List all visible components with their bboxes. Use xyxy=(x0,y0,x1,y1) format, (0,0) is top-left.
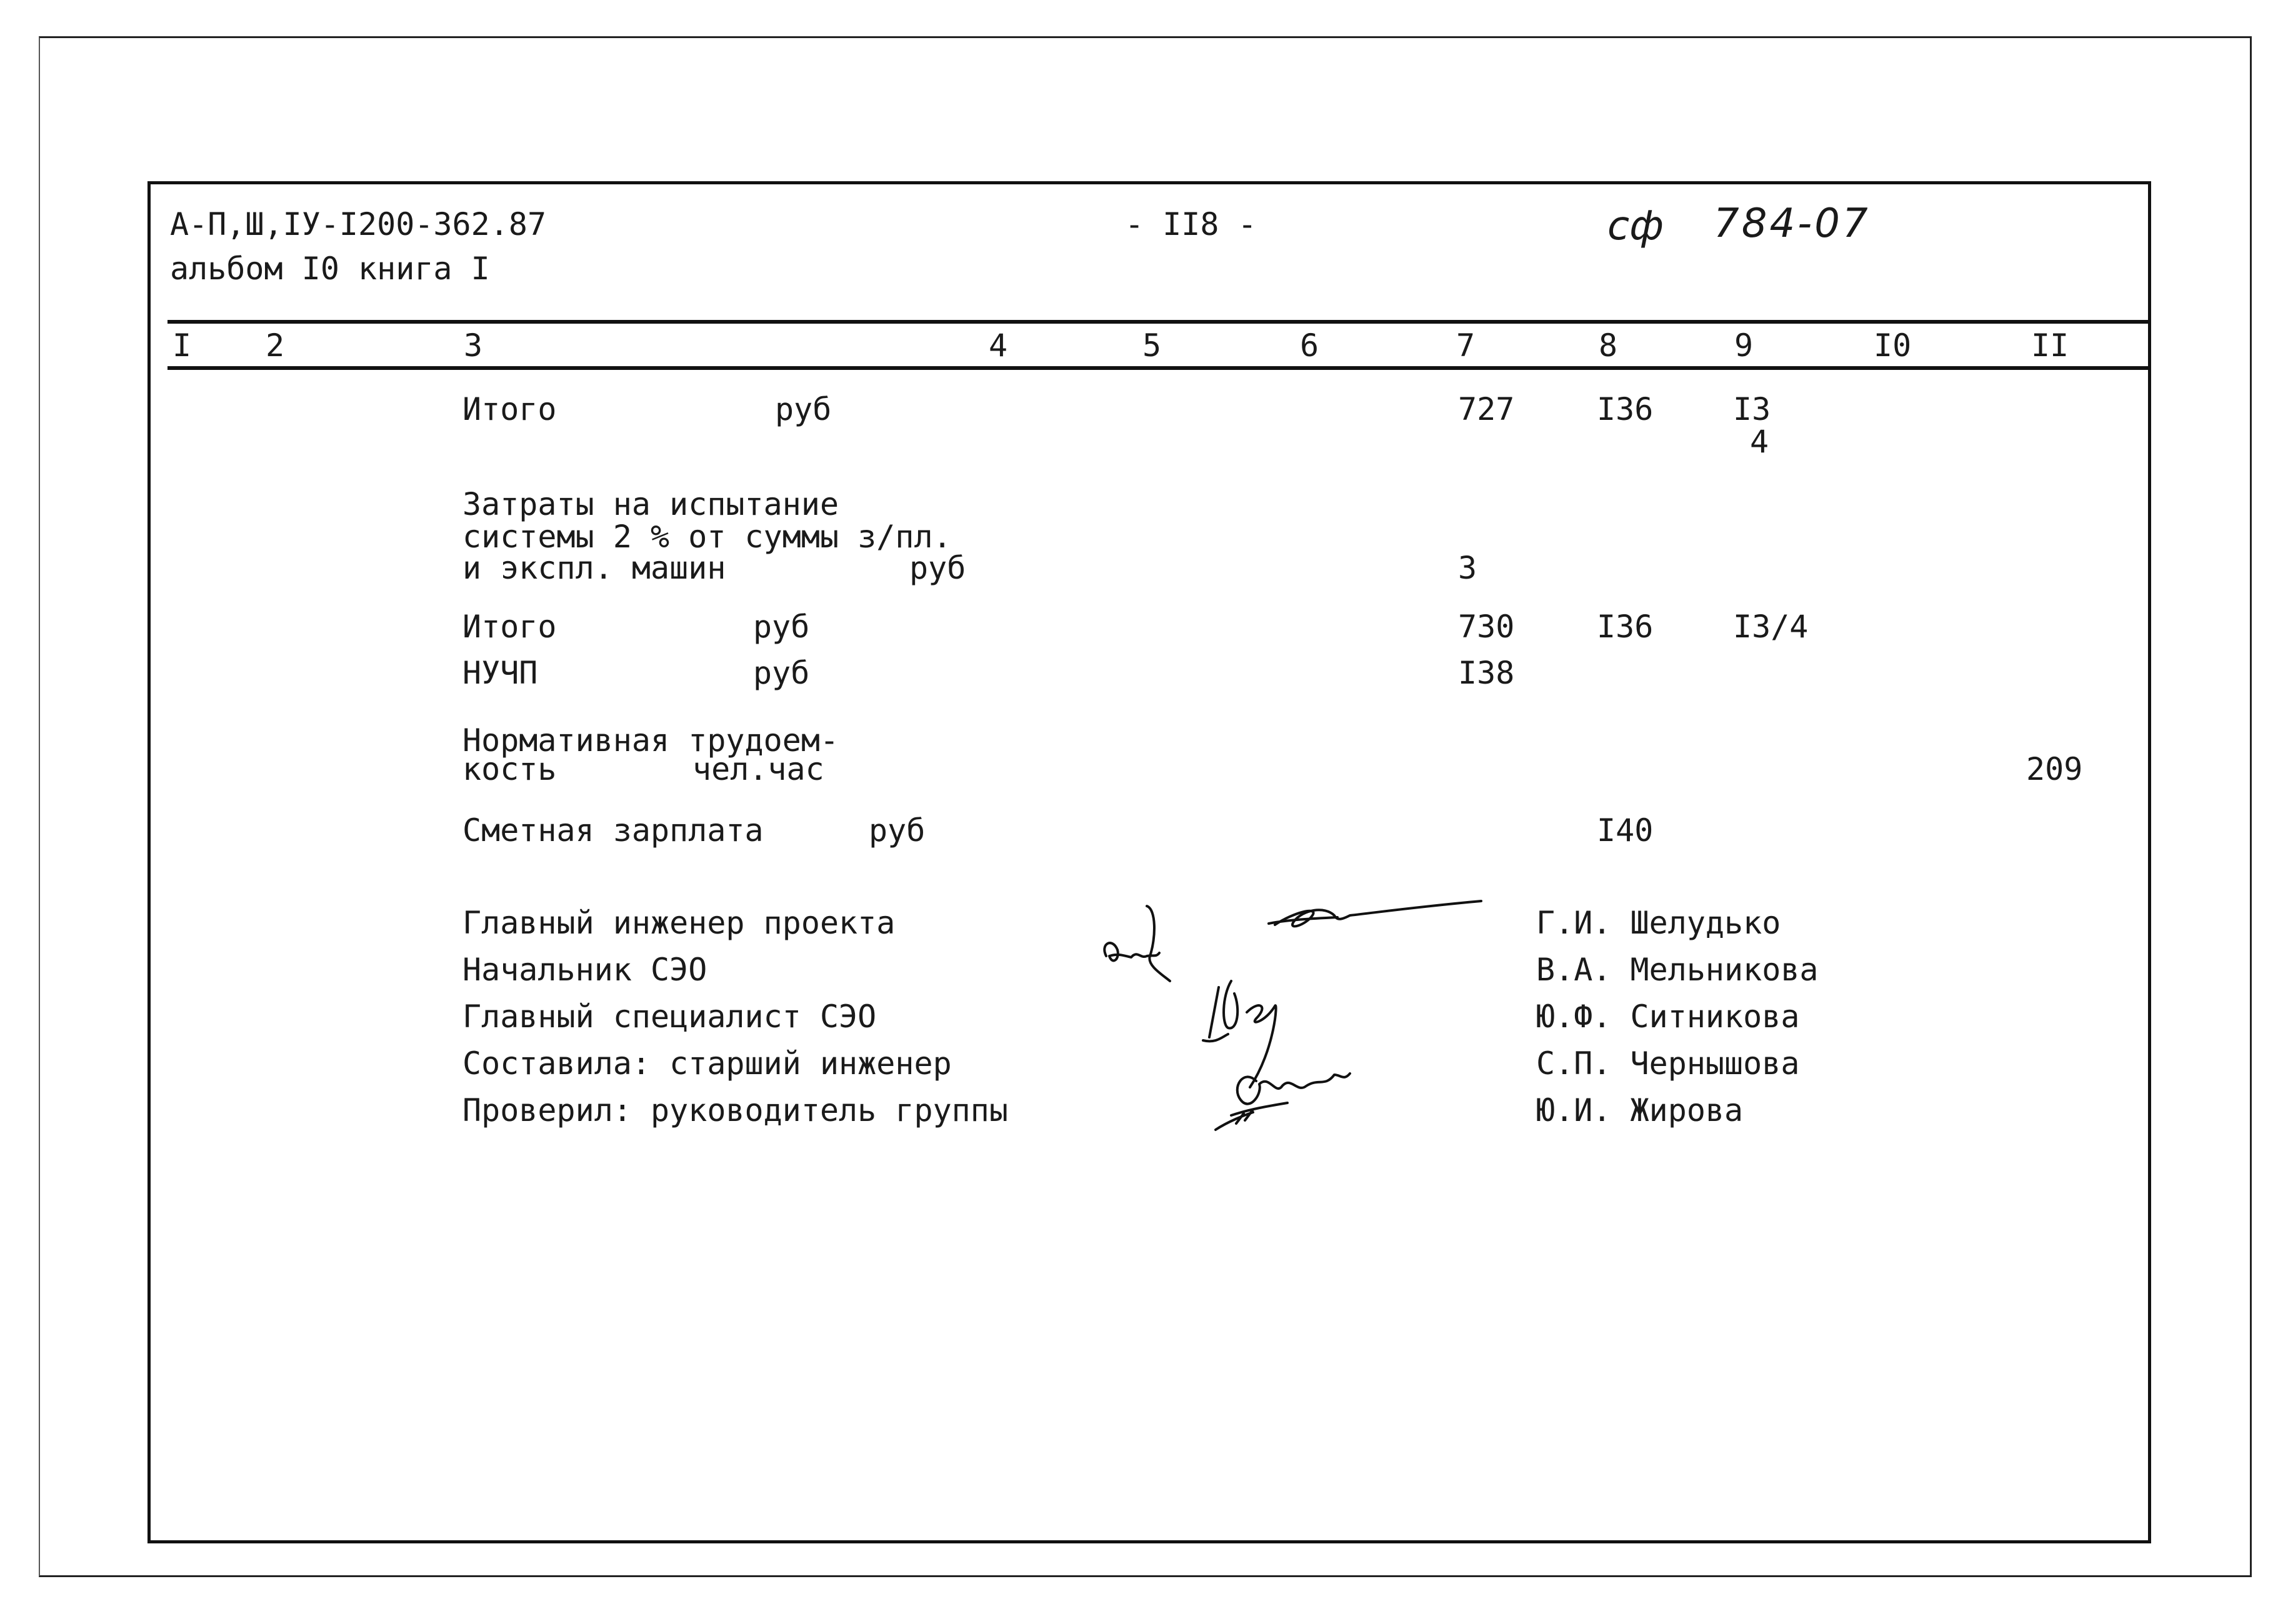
column-header-5: 5 xyxy=(1142,327,1162,364)
signature-role: Составила: старший инженер xyxy=(462,1045,952,1082)
row1-unit: руб xyxy=(775,391,832,427)
row3-col7: 730 xyxy=(1458,609,1515,645)
row5-line2: кость xyxy=(462,751,557,787)
row5-line1: Нормативная трудоем- xyxy=(462,722,839,759)
row1-label: Итого xyxy=(462,391,557,427)
document-code: А-П,Ш,IУ-I200-362.87 xyxy=(170,206,547,242)
column-header-3: 3 xyxy=(464,327,483,364)
row6-label: Сметная зарплата xyxy=(462,812,764,849)
signature-name: С.П. Чернышова xyxy=(1536,1045,1800,1082)
row4-unit: руб xyxy=(753,655,810,691)
row3-col9: I3/4 xyxy=(1733,609,1809,645)
handwritten-signatures xyxy=(1087,887,1487,1150)
signature-role: Главный специалист СЭО xyxy=(462,999,877,1035)
row4-col7: I38 xyxy=(1458,655,1515,691)
signature-name: Г.И. Шелудько xyxy=(1536,905,1781,941)
row4-label: НУЧП xyxy=(462,655,538,691)
column-header-7: 7 xyxy=(1456,327,1476,364)
column-header-6: 6 xyxy=(1300,327,1319,364)
row3-col8: I36 xyxy=(1597,609,1654,645)
row1-col9-bottom: 4 xyxy=(1750,424,1769,460)
row1-col9-top: I3 xyxy=(1733,391,1771,427)
table-header-rule xyxy=(167,366,2149,370)
row2-line2: системы 2 % от суммы з/пл. xyxy=(462,519,952,555)
row1-col8: I36 xyxy=(1597,391,1654,427)
stamp-prefix: сф xyxy=(1607,203,1664,249)
row2-unit: руб xyxy=(909,550,966,586)
column-header-10: I0 xyxy=(1874,327,1912,364)
row6-unit: руб xyxy=(869,812,926,849)
signature-name: Ю.И. Жирова xyxy=(1536,1092,1744,1128)
page-number: - II8 - xyxy=(1125,206,1257,242)
row3-label: Итого xyxy=(462,609,557,645)
column-header-11: II xyxy=(2031,327,2069,364)
row2-line3: и экспл. машин xyxy=(462,550,726,586)
table-top-rule xyxy=(167,320,2149,324)
row5-unit: чел.час xyxy=(692,751,824,787)
row5-col11: 209 xyxy=(2026,751,2083,787)
row6-col8: I40 xyxy=(1597,812,1654,849)
column-header-4: 4 xyxy=(989,327,1008,364)
album-label: альбом I0 книга I xyxy=(170,251,490,287)
column-header-8: 8 xyxy=(1599,327,1618,364)
column-header-2: 2 xyxy=(266,327,285,364)
inner-frame xyxy=(147,181,2151,1543)
signature-role: Начальник СЭО xyxy=(462,952,707,988)
signature-name: В.А. Мельникова xyxy=(1536,952,1819,988)
row2-col7: 3 xyxy=(1458,550,1477,586)
signature-role: Проверил: руководитель группы xyxy=(462,1092,1008,1128)
column-header-1: I xyxy=(172,327,192,364)
signature-role: Главный инженер проекта xyxy=(462,905,896,941)
signature-name: Ю.Ф. Ситникова xyxy=(1536,999,1800,1035)
column-header-9: 9 xyxy=(1734,327,1754,364)
row3-unit: руб xyxy=(753,609,810,645)
stamp-number: 784-07 xyxy=(1714,201,1871,247)
row2-line1: Затраты на испытание xyxy=(462,486,839,522)
row1-col7: 727 xyxy=(1458,391,1515,427)
